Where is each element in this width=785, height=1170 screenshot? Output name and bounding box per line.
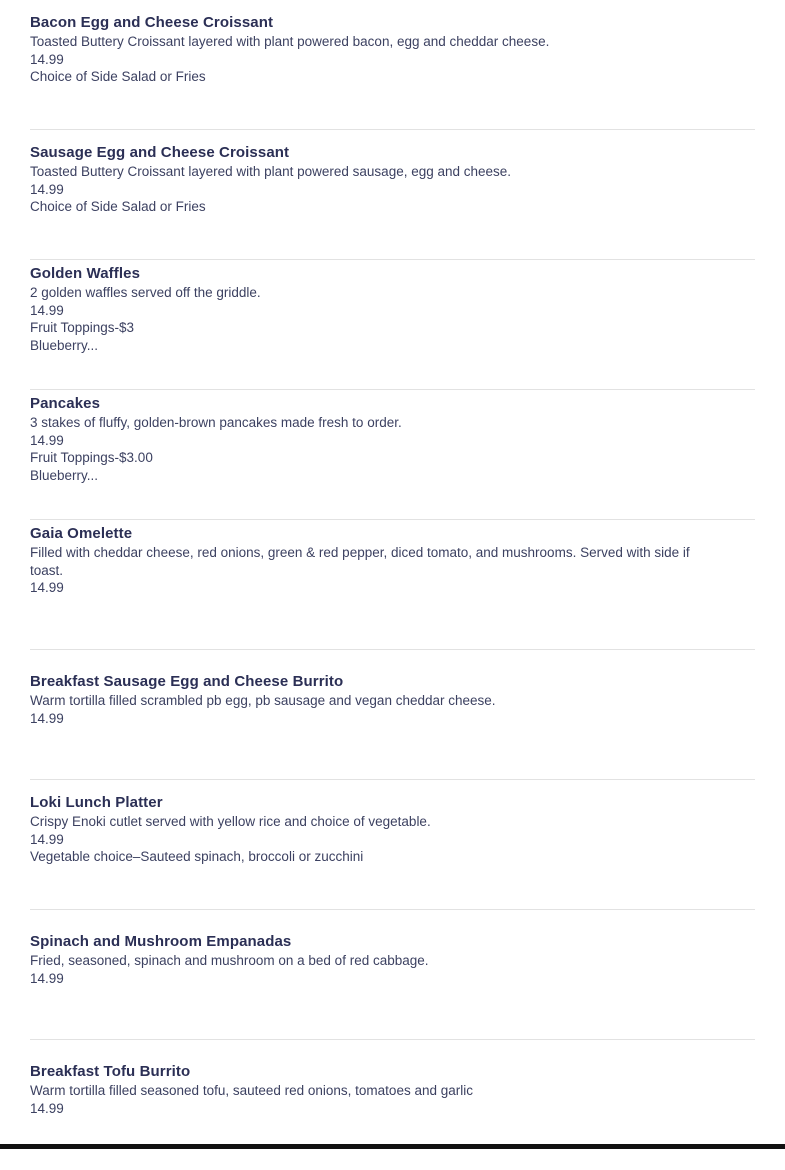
item-name[interactable]: Pancakes xyxy=(30,395,101,412)
item-price: 14.99 xyxy=(30,831,64,847)
menu-item-content xyxy=(30,394,755,484)
item-description: Toasted Buttery Croissant layered with plant powered bacon, egg and cheddar cheese. xyxy=(30,34,550,49)
item-price: 14.99 xyxy=(30,181,64,197)
item-description: 2 golden waffles served off the griddle. xyxy=(30,285,261,300)
item-price: 14.99 xyxy=(30,580,64,595)
menu-item[interactable] xyxy=(30,520,755,650)
item-price: 14.99 xyxy=(30,432,64,448)
item-description: Warm tortilla filled seasoned tofu, sauteed red onions, tomatoes and garlic xyxy=(30,1083,473,1098)
menu-item[interactable] xyxy=(30,390,755,520)
item-description: Crispy Enoki cutlet served with yellow rice and choice of vegetable. xyxy=(30,814,431,829)
menu-item[interactable] xyxy=(30,1040,755,1170)
item-note: Fruit Toppings-$3.00 xyxy=(30,450,153,465)
menu-item[interactable] xyxy=(30,780,755,910)
menu-item-content xyxy=(30,143,755,216)
item-note: Fruit Toppings-$3 xyxy=(30,320,135,335)
menu-item-content xyxy=(30,1062,755,1117)
item-description: Fried, seasoned, spinach and mushroom on a bed of red cabbage. xyxy=(30,953,429,968)
item-name[interactable]: Breakfast Tofu Burrito xyxy=(30,1063,191,1080)
item-description: 3 stakes of fluffy, golden-brown pancakes made fresh to order. xyxy=(30,415,402,430)
menu-item[interactable] xyxy=(30,260,755,390)
menu-item-content xyxy=(30,672,755,727)
item-name[interactable]: Gaia Omelette xyxy=(30,525,133,542)
item-name[interactable]: Spinach and Mushroom Empanadas xyxy=(30,933,292,950)
item-price: 14.99 xyxy=(30,51,64,67)
menu-item[interactable] xyxy=(30,0,755,130)
item-name[interactable]: Loki Lunch Platter xyxy=(30,794,163,811)
item-note: Vegetable choice–Sauteed spinach, broccoli or zucchini xyxy=(30,849,364,864)
menu-item[interactable] xyxy=(30,910,755,1040)
menu-item-content xyxy=(30,264,755,354)
item-description: Toasted Buttery Croissant layered with plant powered sausage, egg and cheese. xyxy=(30,164,512,179)
item-name[interactable]: Golden Waffles xyxy=(30,265,141,282)
item-name[interactable]: Bacon Egg and Cheese Croissant xyxy=(30,14,274,31)
item-description: Warm tortilla filled scrambled pb egg, pb sausage and vegan cheddar cheese. xyxy=(30,693,496,708)
item-price: 14.99 xyxy=(30,710,64,726)
bottom-bar xyxy=(0,1144,785,1149)
menu-item[interactable] xyxy=(30,650,755,780)
item-note: Choice of Side Salad or Fries xyxy=(30,69,206,84)
menu-item-content xyxy=(30,13,755,86)
item-price: 14.99 xyxy=(30,302,64,318)
item-name[interactable]: Breakfast Sausage Egg and Cheese Burrito xyxy=(30,673,344,690)
menu-list xyxy=(30,0,755,1170)
item-note: Choice of Side Salad or Fries xyxy=(30,199,206,214)
menu-item-content xyxy=(30,793,755,866)
item-note-more: Blueberry... xyxy=(30,467,99,483)
menu-item[interactable] xyxy=(30,130,755,260)
menu-item-content xyxy=(30,524,755,597)
item-name[interactable]: Sausage Egg and Cheese Croissant xyxy=(30,144,290,161)
item-note-more: Blueberry... xyxy=(30,337,99,353)
menu-item-content xyxy=(30,932,755,987)
item-description: Filled with cheddar cheese, red onions, green & red pepper, diced tomato, and mushrooms. Served with side if toast. xyxy=(30,545,690,578)
item-price: 14.99 xyxy=(30,1100,64,1116)
item-price: 14.99 xyxy=(30,970,64,986)
